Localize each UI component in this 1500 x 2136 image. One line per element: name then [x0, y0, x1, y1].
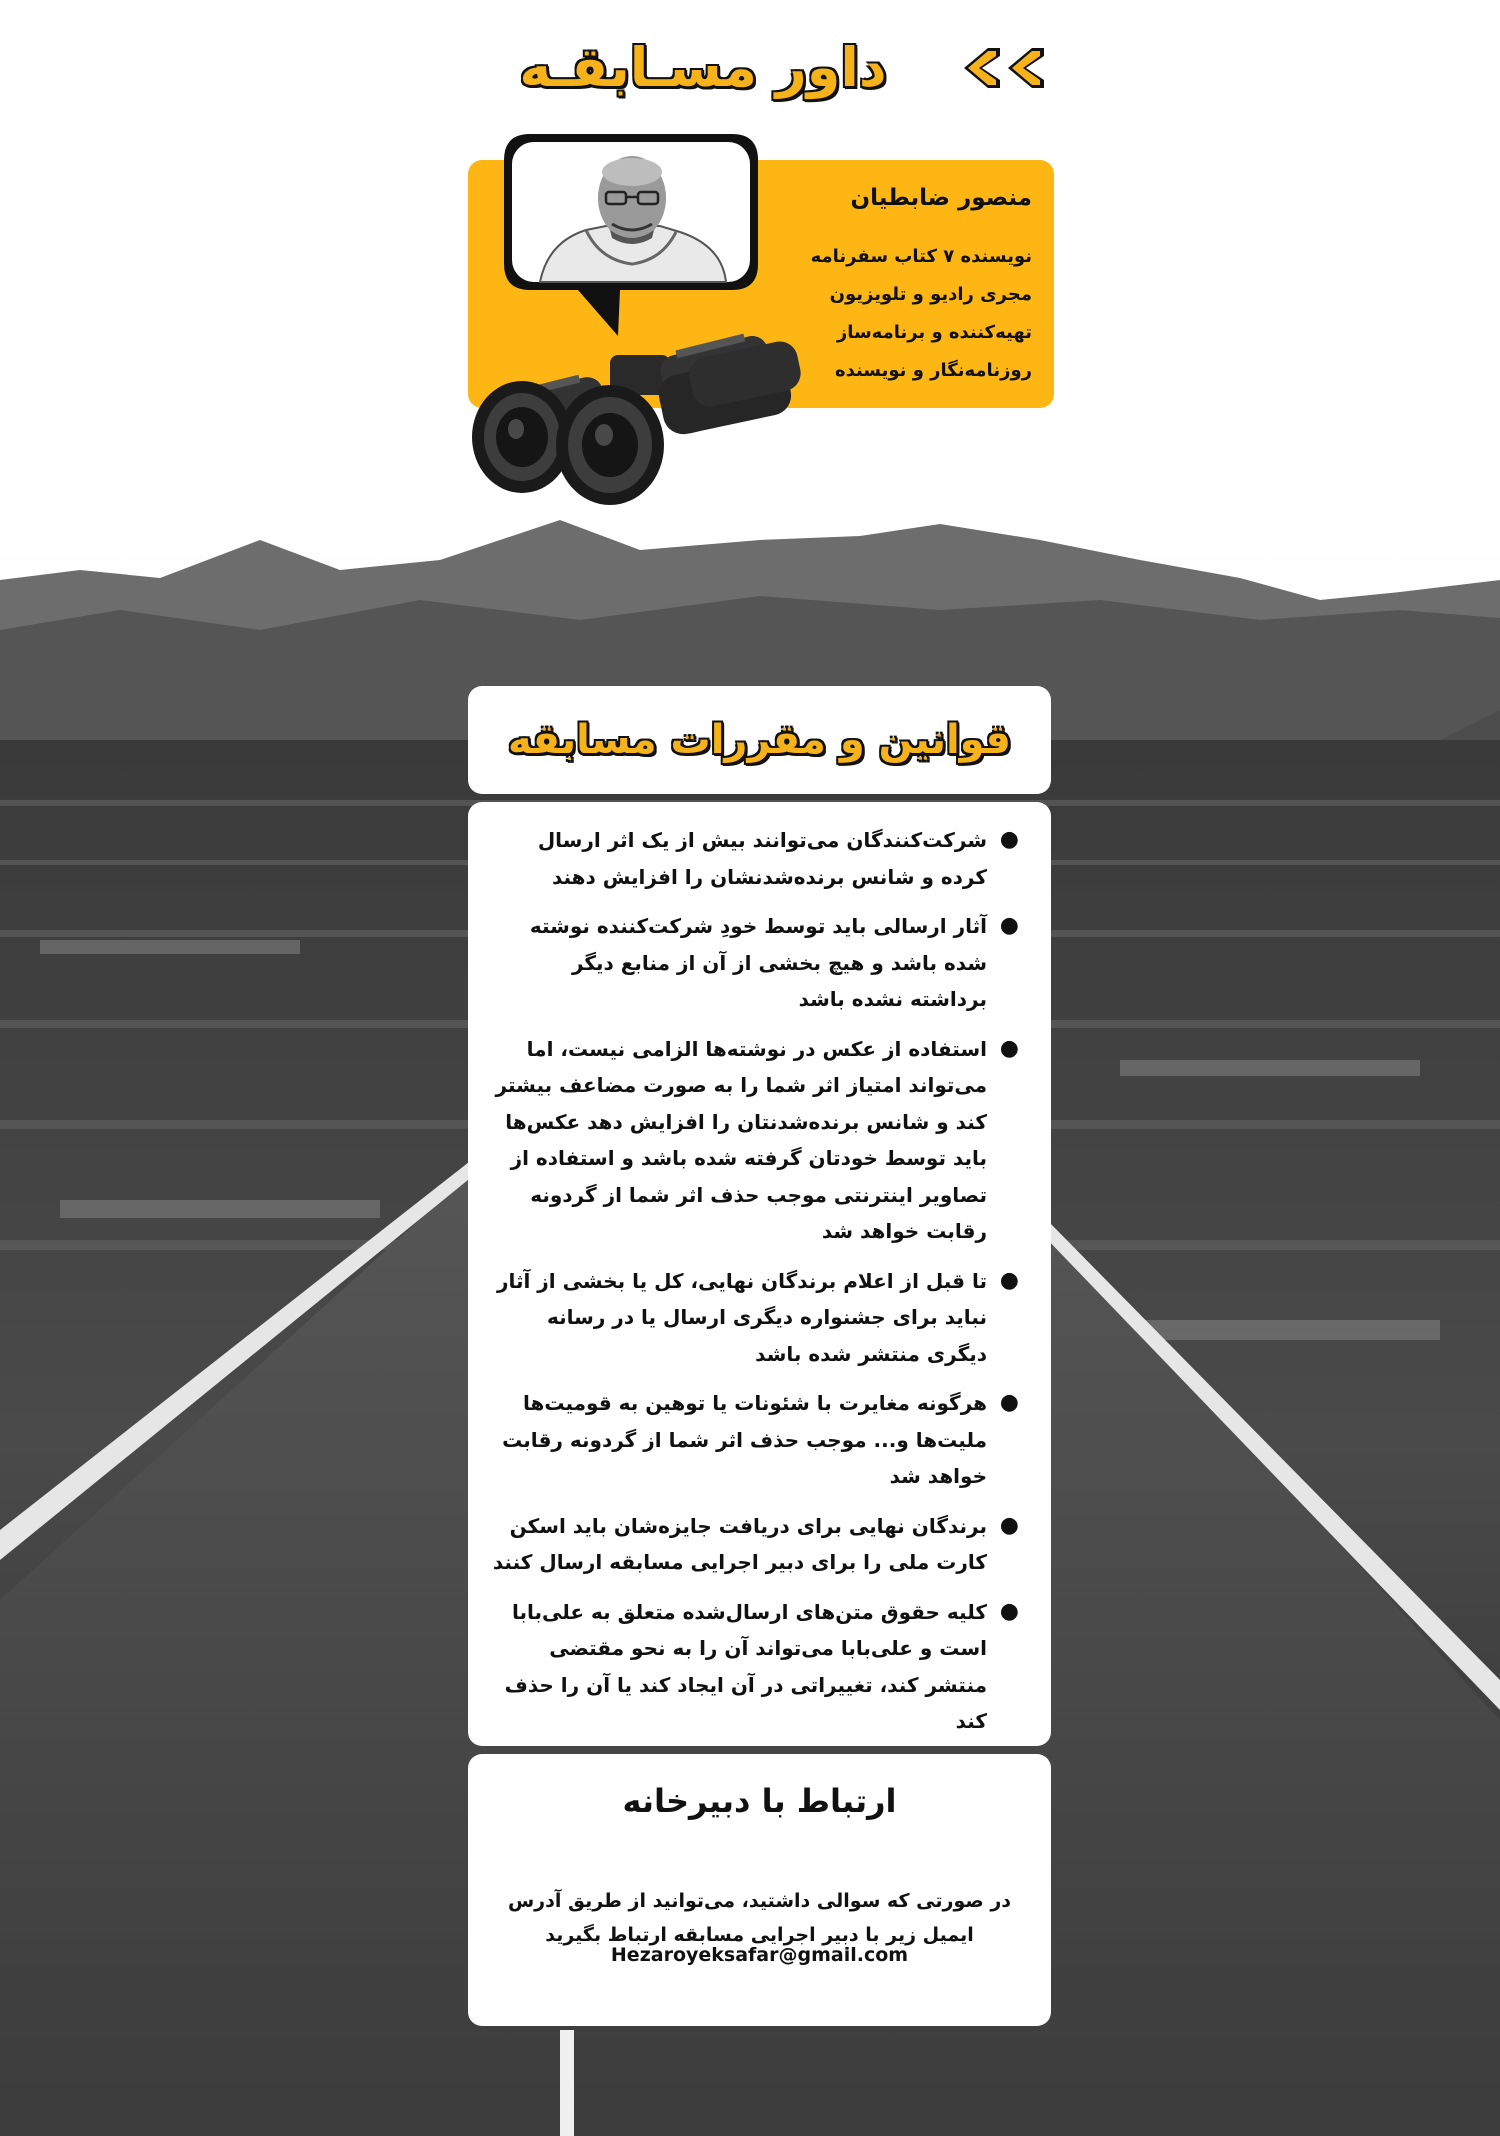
header	[0, 28, 1500, 108]
bullet-icon: ●	[999, 827, 1019, 852]
bullet-icon: ●	[999, 1035, 1019, 1061]
rule-item	[492, 822, 1027, 895]
bullet-icon: ●	[999, 1598, 1019, 1624]
contact-text: در صورتی که سوالی داشتید، می‌توانید از طریق آدرس ایمیل زیر با دبیر اجرایی مسابقه ارتباط بگیرید	[507, 1890, 1012, 1946]
judge-portrait	[500, 130, 762, 340]
rule-item	[492, 1594, 1027, 1740]
rule-text: شرکت‌کنندگان می‌توانند بیش از یک اثر ارسال کرده و شانس برنده‌شدنشان را افزایش دهند	[537, 828, 987, 889]
rule-item	[492, 908, 1027, 1018]
rules-panel	[468, 802, 1051, 1746]
bullet-icon: ●	[999, 1512, 1019, 1538]
judge-role: مجری رادیو و تلویزیون	[829, 284, 1032, 305]
contact-title: ارتباط با دبیرخانه	[622, 1782, 897, 1820]
bullet-icon: ●	[999, 1390, 1019, 1415]
judge-name: منصور ضابطیان	[850, 185, 1032, 211]
rule-item	[492, 1385, 1027, 1495]
rules-list	[492, 822, 1027, 1740]
rule-item	[492, 1508, 1027, 1581]
contact-panel	[468, 1754, 1051, 2026]
rules-title-panel	[468, 686, 1051, 794]
double-chevron-icon	[958, 38, 1058, 98]
bullet-icon: ●	[999, 1267, 1019, 1293]
rule-item	[492, 1031, 1027, 1250]
judge-role: نویسنده ۷ کتاب سفرنامه	[810, 246, 1032, 267]
rule-text: هرگونه مغایرت با شئونات یا توهین به قومیت‌ها ملیت‌ها و... موجب حذف اثر شما از گردونه رقابت خواهد شد	[502, 1391, 987, 1488]
rule-item	[492, 1263, 1027, 1373]
contact-email[interactable]: Hezaroyeksafar@gmail.com	[610, 1944, 909, 1966]
judge-role: روزنامه‌نگار و نویسنده	[834, 360, 1032, 381]
rules-title: قوانین و مقررات مسابقه	[508, 717, 1011, 763]
rule-text: آثار ارسالی باید توسط خودِ شرکت‌کننده نوشته شده باشد و هیچ بخشی از آن از منابع دیگر برداشته نشده باشد	[529, 914, 987, 1011]
judge-section-title: داور مسـابقـه	[519, 36, 887, 99]
binoculars-image	[460, 325, 820, 505]
rule-text: تا قبل از اعلام برندگان نهایی، کل یا بخشی از آثار نباید برای جشنواره دیگری ارسال یا در رسانه دیگری منتشر شده باشد	[496, 1268, 987, 1366]
rule-text: برندگان نهایی برای دریافت جایزه‌شان باید اسکن کارت ملی را برای دبیر اجرایی مسابقه ارسال کنند	[492, 1513, 987, 1574]
rule-text: کلیه حقوق متن‌های ارسال‌شده متعلق به علی‌بابا است و علی‌بابا می‌تواند آن را به نحو مقتضی منتشر کند، تغییراتی در آن ایجاد کند یا آن را حذف کند	[504, 1599, 987, 1733]
bullet-icon: ●	[999, 913, 1019, 938]
rule-text: استفاده از عکس در نوشته‌ها الزامی نیست، اما می‌تواند امتیاز اثر شما را به صورت مضاعف بیشتر کند و شانس برنده‌شدنتان را افزایش دهد عکس‌ها باید توسط خودتان گرفته شده باشد و استفاده از تصاویر اینترنتی موجب حذف اثر شما از گردونه رقابت خواهد شد	[495, 1036, 987, 1243]
judge-role: تهیه‌کننده و برنامه‌ساز	[836, 322, 1032, 343]
